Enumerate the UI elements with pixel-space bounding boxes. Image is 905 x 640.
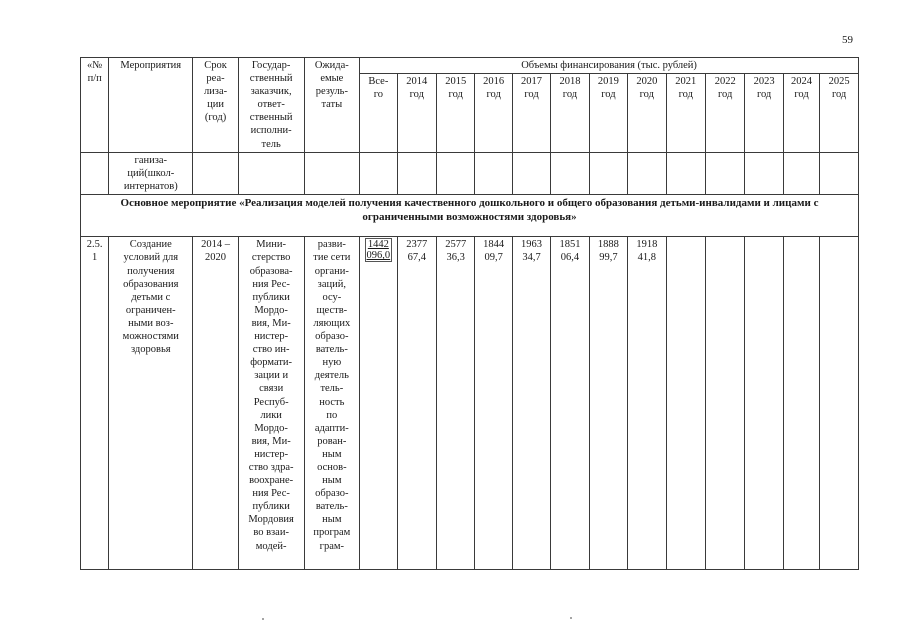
header-col-2019: 2019 год xyxy=(589,74,627,153)
item-value-2018: 1851 06,4 xyxy=(551,237,589,570)
item-term: 2014 – 2020 xyxy=(193,237,239,570)
item-value-2016: 1844 09,7 xyxy=(475,237,512,570)
header-col-total: Все- го xyxy=(360,74,397,153)
continuation-cell xyxy=(705,153,744,195)
item-value-2025 xyxy=(820,237,859,570)
header-term: Срок реа- лиза- ции (год) xyxy=(193,58,239,153)
financing-table xyxy=(80,57,859,570)
header-col-2017: 2017 год xyxy=(512,74,550,153)
page-number: 59 xyxy=(842,34,853,46)
item-value-2015: 2577 36,3 xyxy=(437,237,475,570)
header-financing: Объемы финансирования (тыс. рублей) xyxy=(360,58,859,74)
scan-speck xyxy=(262,618,264,620)
item-value-2023 xyxy=(745,237,783,570)
header-col-2016: 2016 год xyxy=(475,74,512,153)
continuation-cell xyxy=(745,153,783,195)
continuation-cell xyxy=(360,153,397,195)
continuation-cell xyxy=(820,153,859,195)
header-event: Мероприятия xyxy=(109,58,193,153)
item-num: 2.5. 1 xyxy=(81,237,109,570)
header-col-2018: 2018 год xyxy=(551,74,589,153)
continuation-cell xyxy=(475,153,512,195)
item-expected-cell xyxy=(304,237,360,570)
continuation-cell xyxy=(437,153,475,195)
item-value-2024 xyxy=(783,237,819,570)
item-customer-cell xyxy=(238,237,304,570)
header-col-2015: 2015 год xyxy=(437,74,475,153)
header-col-2023: 2023 год xyxy=(745,74,783,153)
item-value-2021 xyxy=(666,237,705,570)
item-value-2014: 2377 67,4 xyxy=(397,237,436,570)
header-expected: Ожида- емые резуль- таты xyxy=(304,58,360,153)
continuation-cell xyxy=(666,153,705,195)
continuation-cell xyxy=(551,153,589,195)
header-col-2025: 2025 год xyxy=(820,74,859,153)
continuation-cell xyxy=(238,153,304,195)
item-customer: Мини- стерство образова- ния Рес- публики Мордо- вия, Ми- нистер- ство ин- формати- зации и связи Респуб- лики Мордо- вия, Ми- нистер- ство здра- воохране- ния Рес- публики Мордовия во взаи- модей- xyxy=(248,239,294,552)
item-value-2020: 1918 41,8 xyxy=(628,237,666,570)
continuation-cell xyxy=(512,153,550,195)
scan-speck xyxy=(570,617,572,619)
continuation-cell xyxy=(783,153,819,195)
item-expected: разви- тие сети органи- заций, осу- ществ- ляющих образо- ватель- ную деятель тель- ность по адапти- рован- ным основ- ным образо- ватель- ным програм грам- xyxy=(313,239,351,552)
continuation-event: ганиза- ций(школ- интернатов) xyxy=(109,153,193,195)
section-title: Основное мероприятие «Реализация моделей получения качественного дошкольного и общего образования детьми-инвалидами и лицами с ограниченными возможностями здоровья» xyxy=(81,195,859,237)
item-total: 1442 096,0 xyxy=(366,239,391,262)
continuation-num xyxy=(81,153,109,195)
item-value-2022 xyxy=(705,237,744,570)
header-col-2022: 2022 год xyxy=(705,74,744,153)
continuation-cell xyxy=(304,153,360,195)
item-value-2017: 1963 34,7 xyxy=(512,237,550,570)
header-col-2021: 2021 год xyxy=(666,74,705,153)
item-value-2019: 1888 99,7 xyxy=(589,237,627,570)
header-num: «№ п/п xyxy=(81,58,109,153)
continuation-cell xyxy=(628,153,666,195)
header-customer: Государ- ственный заказчик, ответ- ственный исполни- тель xyxy=(238,58,304,153)
header-col-2024: 2024 год xyxy=(783,74,819,153)
continuation-cell xyxy=(397,153,436,195)
continuation-cell xyxy=(589,153,627,195)
item-event: Создание условий для получения образования детьми с ограничен- ными воз- можностями здоровья xyxy=(109,237,193,570)
header-col-2014: 2014 год xyxy=(397,74,436,153)
continuation-cell xyxy=(193,153,239,195)
item-total-cell xyxy=(360,237,397,570)
header-col-2020: 2020 год xyxy=(628,74,666,153)
